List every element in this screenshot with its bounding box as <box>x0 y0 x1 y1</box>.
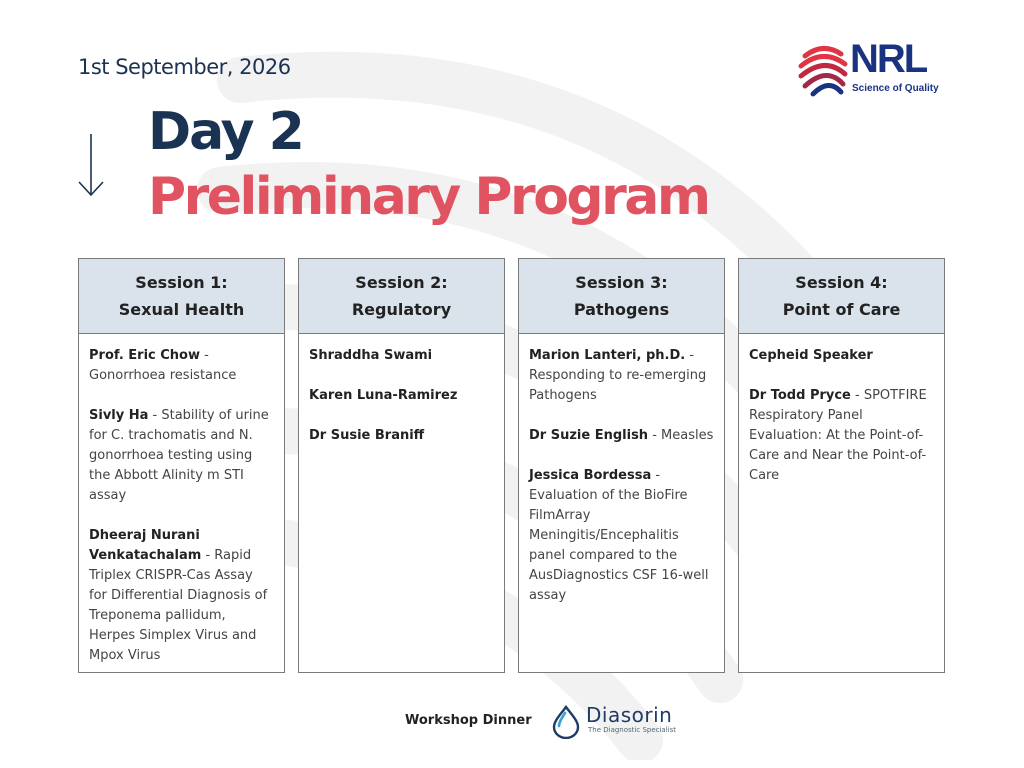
talk-topic: - Rapid Triplex CRISPR-Cas Assay for Differential Diagnosis of Treponema pallidum, Herpes Simplex Virus and Mpox Virus <box>89 548 268 663</box>
session-entry <box>89 406 274 506</box>
session-entry <box>529 466 714 606</box>
session-name: Point of Care <box>782 300 901 319</box>
session-header <box>79 259 284 334</box>
sponsor-name: Diasorin <box>586 703 673 727</box>
session-body <box>519 334 724 606</box>
session-entry <box>89 346 274 386</box>
talk-topic: - Measles <box>648 428 714 443</box>
talk-topic: - Gonorrhoea resistance <box>89 348 237 383</box>
sponsor-tagline: The Diagnostic Specialist <box>588 726 676 734</box>
day-title: Day 2 <box>148 102 303 162</box>
session-number: Session 4: <box>795 273 888 292</box>
session-entry <box>529 346 714 406</box>
speaker-name: Marion Lanteri, ph.D. <box>529 348 686 363</box>
session-column-4 <box>738 258 945 673</box>
session-name: Regulatory <box>351 300 452 319</box>
session-entry <box>309 346 494 366</box>
session-column-2 <box>298 258 505 673</box>
speaker-name: Dr Susie Braniff <box>309 428 425 443</box>
logo-tagline: Science of Quality <box>852 83 939 94</box>
session-body <box>79 334 284 666</box>
session-header <box>519 259 724 334</box>
session-entry <box>529 426 714 446</box>
event-date: 1st September, 2026 <box>78 55 291 79</box>
session-entry <box>89 526 274 666</box>
speaker-name: Shraddha Swami <box>309 348 433 363</box>
logo-name: NRL <box>850 37 927 81</box>
talk-topic: - Stability of urine for C. trachomatis and N. gonorrhoea testing using the Abbott Alinity m STI assay <box>89 408 269 503</box>
arrow-down-icon <box>76 132 106 198</box>
session-name: Sexual Health <box>118 300 245 319</box>
diasorin-drop-icon <box>551 705 581 739</box>
speaker-name: Cepheid Speaker <box>749 348 873 363</box>
session-header <box>299 259 504 334</box>
speaker-name: Karen Luna-Ramirez <box>309 388 458 403</box>
session-number: Session 3: <box>575 273 668 292</box>
session-entry <box>749 346 934 366</box>
talk-topic: - SPOTFIRE Respiratory Panel Evaluation: At the Point-of-Care and Near the Point-of-Care <box>749 388 927 483</box>
session-entry <box>309 386 494 406</box>
program-title: Preliminary Program <box>148 167 709 227</box>
session-header <box>739 259 944 334</box>
session-body <box>739 334 944 486</box>
session-number: Session 2: <box>355 273 448 292</box>
workshop-dinner-label: Workshop Dinner <box>405 713 532 728</box>
session-name: Pathogens <box>573 300 670 319</box>
session-entry <box>749 386 934 486</box>
speaker-name: Dheeraj Nurani Venkatachalam <box>89 528 202 563</box>
speaker-name: Sivly Ha <box>89 408 149 423</box>
session-body <box>299 334 504 446</box>
footer <box>0 705 1024 739</box>
session-column-3 <box>518 258 725 673</box>
session-number: Session 1: <box>135 273 228 292</box>
speaker-name: Jessica Bordessa <box>529 468 652 483</box>
talk-topic: - Evaluation of the BioFire FilmArray Meningitis/Encephalitis panel compared to the AusDiagnostics CSF 16-well assay <box>529 468 709 603</box>
session-entry <box>309 426 494 446</box>
speaker-name: Dr Todd Pryce <box>749 388 851 403</box>
session-column-1 <box>78 258 285 673</box>
talk-topic: - Responding to re-emerging Pathogens <box>529 348 707 403</box>
speaker-name: Dr Suzie English <box>529 428 649 443</box>
speaker-name: Prof. Eric Chow <box>89 348 200 363</box>
